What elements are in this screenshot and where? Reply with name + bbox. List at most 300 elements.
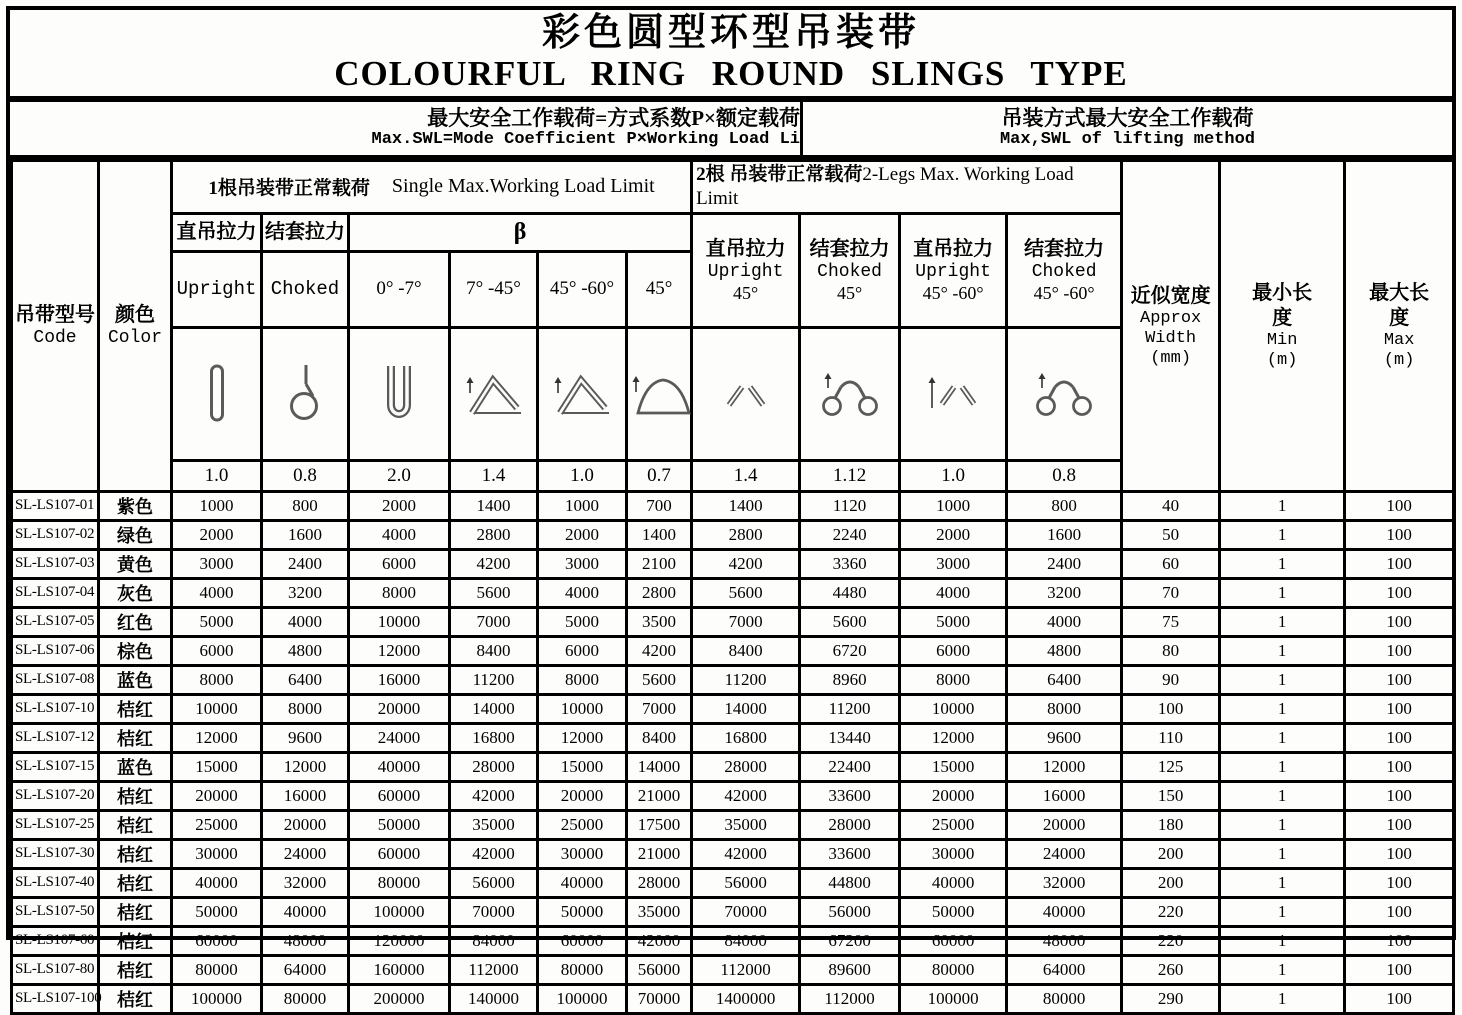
value-cell: 6000 <box>172 636 262 665</box>
document-frame <box>6 6 1456 1010</box>
spec-table <box>10 159 1455 1015</box>
value-cell: 4000 <box>172 578 262 607</box>
value-cell: 60 <box>1122 549 1220 578</box>
value-cell: 100 <box>1345 636 1454 665</box>
two-leg-choked-45-header <box>800 213 900 327</box>
value-cell: 40000 <box>172 868 262 897</box>
value-cell: 4000 <box>349 520 450 549</box>
lifting-method-cell <box>803 102 1452 155</box>
value-cell: 2100 <box>627 549 692 578</box>
value-cell: 120000 <box>349 926 450 955</box>
value-cell: 100 <box>1345 665 1454 694</box>
page-title-en: COLOURFUL RING ROUND SLINGS TYPE <box>334 53 1128 93</box>
value-cell: 56000 <box>800 897 900 926</box>
value-cell: 110 <box>1122 723 1220 752</box>
value-cell: 48000 <box>1007 926 1122 955</box>
value-cell: 21000 <box>627 839 692 868</box>
value-cell: 70 <box>1122 578 1220 607</box>
sling-code-cell: SL-LS107-08 <box>12 665 99 694</box>
value-cell: 2800 <box>692 520 800 549</box>
value-cell: 1 <box>1220 723 1345 752</box>
value-cell: 35000 <box>450 810 538 839</box>
value-cell: 100 <box>1345 491 1454 520</box>
value-cell: 7000 <box>627 694 692 723</box>
value-cell: 8400 <box>627 723 692 752</box>
value-cell: 16800 <box>692 723 800 752</box>
mode-coefficient: 1.0 <box>538 460 627 491</box>
value-cell: 25000 <box>900 810 1007 839</box>
mode-coefficient: 1.0 <box>900 460 1007 491</box>
value-cell: 1 <box>1220 694 1345 723</box>
sling-code-cell: SL-LS107-02 <box>12 520 99 549</box>
sling-code-cell: SL-LS107-25 <box>12 810 99 839</box>
value-cell: 12000 <box>262 752 349 781</box>
value-cell: 1000 <box>172 491 262 520</box>
value-cell: 3000 <box>900 549 1007 578</box>
value-cell: 6000 <box>349 549 450 578</box>
value-cell: 28000 <box>450 752 538 781</box>
title-block <box>10 10 1452 102</box>
two-leg-choked-icon <box>800 327 900 460</box>
value-cell: 100000 <box>538 984 627 1013</box>
min-length-en: Min <box>1266 331 1298 351</box>
lifting-method-zh: 吊装方式最大安全工作载荷 <box>1001 106 1254 131</box>
value-cell: 112000 <box>800 984 900 1013</box>
value-cell: 28000 <box>800 810 900 839</box>
value-cell: 100000 <box>900 984 1007 1013</box>
max-length-unit: (m) <box>1383 351 1415 371</box>
value-cell: 20000 <box>349 694 450 723</box>
mode-coefficient: 1.4 <box>450 460 538 491</box>
value-cell: 1000 <box>900 491 1007 520</box>
value-cell: 2400 <box>262 549 349 578</box>
value-cell: 32000 <box>1007 868 1122 897</box>
table-row <box>12 636 1454 665</box>
sling-color-cell: 桔红 <box>99 984 172 1013</box>
value-cell: 14000 <box>450 694 538 723</box>
value-cell: 80000 <box>172 955 262 984</box>
value-cell: 50000 <box>172 897 262 926</box>
value-cell: 100000 <box>172 984 262 1013</box>
header-group-row <box>12 161 1454 214</box>
angled-7-45-sling-icon <box>450 327 538 460</box>
value-cell: 260 <box>1122 955 1220 984</box>
color-column-header <box>99 161 172 492</box>
upright-header-en: Upright <box>172 251 262 327</box>
value-cell: 40 <box>1122 491 1220 520</box>
angled-45-60-sling-icon <box>538 327 627 460</box>
two-leg-col-angle: 45° -60° <box>1033 282 1095 303</box>
value-cell: 67200 <box>800 926 900 955</box>
value-cell: 4800 <box>262 636 349 665</box>
value-cell: 4200 <box>627 636 692 665</box>
choked-header-en: Choked <box>262 251 349 327</box>
value-cell: 125 <box>1122 752 1220 781</box>
value-cell: 6720 <box>800 636 900 665</box>
value-cell: 220 <box>1122 926 1220 955</box>
value-cell: 60000 <box>172 926 262 955</box>
value-cell: 112000 <box>692 955 800 984</box>
two-leg-group-header <box>692 161 1122 214</box>
max-length-en: Max <box>1383 331 1415 351</box>
value-cell: 60000 <box>349 781 450 810</box>
value-cell: 12000 <box>1007 752 1122 781</box>
value-cell: 50 <box>1122 520 1220 549</box>
lifting-method-en: Max,SWL of lifting method <box>999 130 1256 150</box>
value-cell: 1 <box>1220 636 1345 665</box>
value-cell: 12000 <box>172 723 262 752</box>
value-cell: 42000 <box>450 839 538 868</box>
table-row <box>12 665 1454 694</box>
value-cell: 100 <box>1345 984 1454 1013</box>
code-label-en: Code <box>33 328 77 349</box>
two-leg-upright-icon <box>692 327 800 460</box>
sling-code-cell: SL-LS107-01 <box>12 491 99 520</box>
value-cell: 1 <box>1220 839 1345 868</box>
subtitle-row <box>10 102 1452 159</box>
value-cell: 28000 <box>692 752 800 781</box>
value-cell: 5600 <box>627 665 692 694</box>
value-cell: 100 <box>1345 549 1454 578</box>
value-cell: 12000 <box>349 636 450 665</box>
value-cell: 15000 <box>900 752 1007 781</box>
value-cell: 60000 <box>349 839 450 868</box>
value-cell: 1 <box>1220 897 1345 926</box>
value-cell: 1400000 <box>692 984 800 1013</box>
sling-code-cell: SL-LS107-15 <box>12 752 99 781</box>
value-cell: 12000 <box>538 723 627 752</box>
mode-coefficient: 0.7 <box>627 460 692 491</box>
value-cell: 89600 <box>800 955 900 984</box>
value-cell: 4200 <box>450 549 538 578</box>
table-row <box>12 520 1454 549</box>
approx-width-unit: (mm) <box>1150 348 1192 368</box>
value-cell: 1 <box>1220 491 1345 520</box>
beta-header: β <box>349 213 692 251</box>
value-cell: 20000 <box>262 810 349 839</box>
value-cell: 2000 <box>538 520 627 549</box>
value-cell: 3200 <box>262 578 349 607</box>
two-leg-col-zh: 直吊拉力 <box>705 237 786 260</box>
value-cell: 50000 <box>538 897 627 926</box>
value-cell: 1 <box>1220 665 1345 694</box>
value-cell: 7000 <box>450 607 538 636</box>
two-leg-col-angle: 45° -60° <box>922 282 984 303</box>
value-cell: 100 <box>1345 723 1454 752</box>
value-cell: 42000 <box>450 781 538 810</box>
value-cell: 20000 <box>172 781 262 810</box>
value-cell: 90 <box>1122 665 1220 694</box>
single-group-zh: 1根吊装带正常载荷 <box>208 178 370 200</box>
value-cell: 6400 <box>1007 665 1122 694</box>
value-cell: 84000 <box>692 926 800 955</box>
value-cell: 25000 <box>538 810 627 839</box>
value-cell: 16800 <box>450 723 538 752</box>
value-cell: 30000 <box>172 839 262 868</box>
value-cell: 11200 <box>450 665 538 694</box>
value-cell: 16000 <box>349 665 450 694</box>
value-cell: 15000 <box>172 752 262 781</box>
value-cell: 100000 <box>349 897 450 926</box>
value-cell: 5600 <box>692 578 800 607</box>
two-leg-col-en: Upright <box>707 261 784 282</box>
value-cell: 4480 <box>800 578 900 607</box>
wide-45-sling-icon <box>627 327 692 460</box>
sling-color-cell: 紫色 <box>99 491 172 520</box>
value-cell: 2000 <box>900 520 1007 549</box>
value-cell: 100 <box>1345 520 1454 549</box>
value-cell: 1400 <box>450 491 538 520</box>
value-cell: 4000 <box>900 578 1007 607</box>
basket-sling-icon <box>349 327 450 460</box>
value-cell: 20000 <box>1007 810 1122 839</box>
value-cell: 8960 <box>800 665 900 694</box>
swl-formula-cell <box>10 102 803 155</box>
approx-width-en1: Approx <box>1140 308 1202 328</box>
value-cell: 8000 <box>262 694 349 723</box>
value-cell: 35000 <box>692 810 800 839</box>
value-cell: 160000 <box>349 955 450 984</box>
table-row <box>12 549 1454 578</box>
value-cell: 200 <box>1122 868 1220 897</box>
swl-formula-zh: 最大安全工作载荷=方式系数P×额定载荷 <box>427 106 800 131</box>
value-cell: 10000 <box>349 607 450 636</box>
value-cell: 1120 <box>800 491 900 520</box>
value-cell: 140000 <box>450 984 538 1013</box>
value-cell: 100 <box>1345 752 1454 781</box>
value-cell: 3000 <box>538 549 627 578</box>
value-cell: 80000 <box>900 955 1007 984</box>
two-leg-col-zh: 直吊拉力 <box>913 237 994 260</box>
two-leg-group-en: 2-Legs Max. Working Load Limit <box>696 164 1074 209</box>
sling-color-cell: 桔红 <box>99 839 172 868</box>
sling-color-cell: 蓝色 <box>99 665 172 694</box>
choked-sling-icon <box>262 327 349 460</box>
two-leg-col-en: Upright <box>915 261 991 282</box>
value-cell: 24000 <box>262 839 349 868</box>
value-cell: 25000 <box>172 810 262 839</box>
value-cell: 1 <box>1220 549 1345 578</box>
max-length-header <box>1345 161 1454 492</box>
value-cell: 60000 <box>538 926 627 955</box>
value-cell: 6000 <box>900 636 1007 665</box>
sling-code-cell: SL-LS107-12 <box>12 723 99 752</box>
value-cell: 100 <box>1345 926 1454 955</box>
value-cell: 1600 <box>262 520 349 549</box>
value-cell: 9600 <box>262 723 349 752</box>
sling-code-cell: SL-LS107-20 <box>12 781 99 810</box>
value-cell: 14000 <box>692 694 800 723</box>
value-cell: 3000 <box>172 549 262 578</box>
mode-coefficient: 1.4 <box>692 460 800 491</box>
two-leg-col-angle: 45° <box>732 282 759 303</box>
value-cell: 5600 <box>450 578 538 607</box>
value-cell: 48000 <box>262 926 349 955</box>
value-cell: 1400 <box>627 520 692 549</box>
value-cell: 1 <box>1220 810 1345 839</box>
value-cell: 40000 <box>349 752 450 781</box>
value-cell: 11200 <box>800 694 900 723</box>
table-row <box>12 694 1454 723</box>
value-cell: 11200 <box>692 665 800 694</box>
single-leg-group-header <box>172 161 692 214</box>
value-cell: 700 <box>627 491 692 520</box>
two-leg-choked-45-60-header <box>1007 213 1122 327</box>
value-cell: 4000 <box>262 607 349 636</box>
value-cell: 100 <box>1345 578 1454 607</box>
sling-color-cell: 棕色 <box>99 636 172 665</box>
value-cell: 800 <box>1007 491 1122 520</box>
mode-coefficient: 0.8 <box>1007 460 1122 491</box>
beta-angle-7-45: 7° -45° <box>450 251 538 327</box>
min-length-unit: (m) <box>1266 351 1298 371</box>
value-cell: 8400 <box>692 636 800 665</box>
value-cell: 800 <box>262 491 349 520</box>
value-cell: 40000 <box>538 868 627 897</box>
value-cell: 1 <box>1220 752 1345 781</box>
value-cell: 33600 <box>800 781 900 810</box>
sling-code-cell: SL-LS107-04 <box>12 578 99 607</box>
sling-code-cell: SL-LS107-40 <box>12 868 99 897</box>
sling-code-cell: SL-LS107-03 <box>12 549 99 578</box>
value-cell: 4000 <box>1007 607 1122 636</box>
value-cell: 10000 <box>900 694 1007 723</box>
value-cell: 100 <box>1345 897 1454 926</box>
value-cell: 3200 <box>1007 578 1122 607</box>
value-cell: 50000 <box>900 897 1007 926</box>
two-leg-col-angle: 45° <box>836 282 863 303</box>
value-cell: 56000 <box>450 868 538 897</box>
value-cell: 2800 <box>450 520 538 549</box>
sling-code-cell: SL-LS107-80 <box>12 955 99 984</box>
value-cell: 22400 <box>800 752 900 781</box>
value-cell: 10000 <box>172 694 262 723</box>
value-cell: 40000 <box>262 897 349 926</box>
value-cell: 80000 <box>1007 984 1122 1013</box>
value-cell: 14000 <box>627 752 692 781</box>
table-row <box>12 810 1454 839</box>
value-cell: 100 <box>1345 781 1454 810</box>
value-cell: 150 <box>1122 781 1220 810</box>
value-cell: 290 <box>1122 984 1220 1013</box>
max-length-zh1: 最大长 <box>1369 282 1430 305</box>
value-cell: 20000 <box>538 781 627 810</box>
sling-color-cell: 桔红 <box>99 810 172 839</box>
single-group-en: Single Max.Working Load Limit <box>391 175 655 198</box>
min-length-zh2: 度 <box>1272 307 1293 330</box>
value-cell: 220 <box>1122 897 1220 926</box>
table-row <box>12 752 1454 781</box>
value-cell: 100 <box>1345 839 1454 868</box>
two-leg-choked-60-icon <box>1007 327 1122 460</box>
sling-code-cell: SL-LS107-60 <box>12 926 99 955</box>
sling-code-cell: SL-LS107-100 <box>12 984 99 1013</box>
beta-angle-45-60: 45° -60° <box>538 251 627 327</box>
value-cell: 8000 <box>1007 694 1122 723</box>
sling-color-cell: 桔红 <box>99 926 172 955</box>
upright-sling-icon <box>172 327 262 460</box>
sling-color-cell: 灰色 <box>99 578 172 607</box>
value-cell: 1400 <box>692 491 800 520</box>
swl-formula-en: Max.SWL=Mode Coefficient P×Working Load Li <box>371 130 800 150</box>
value-cell: 4000 <box>538 578 627 607</box>
value-cell: 1 <box>1220 781 1345 810</box>
value-cell: 1 <box>1220 984 1345 1013</box>
sling-color-cell: 桔红 <box>99 694 172 723</box>
approx-width-en2: Width <box>1145 328 1197 348</box>
approx-width-zh: 近似宽度 <box>1130 284 1211 307</box>
sling-color-cell: 桔红 <box>99 781 172 810</box>
value-cell: 70000 <box>627 984 692 1013</box>
value-cell: 2800 <box>627 578 692 607</box>
sling-color-cell: 绿色 <box>99 520 172 549</box>
value-cell: 1 <box>1220 578 1345 607</box>
two-leg-col-en: Choked <box>817 261 882 282</box>
two-leg-col-en: Choked <box>1031 261 1097 282</box>
value-cell: 10000 <box>538 694 627 723</box>
sling-code-cell: SL-LS107-06 <box>12 636 99 665</box>
value-cell: 1600 <box>1007 520 1122 549</box>
sling-color-cell: 桔红 <box>99 868 172 897</box>
mode-coefficient: 1.0 <box>172 460 262 491</box>
value-cell: 15000 <box>538 752 627 781</box>
value-cell: 1 <box>1220 926 1345 955</box>
value-cell: 100 <box>1345 868 1454 897</box>
sling-color-cell: 红色 <box>99 607 172 636</box>
sling-code-cell: SL-LS107-05 <box>12 607 99 636</box>
value-cell: 12000 <box>900 723 1007 752</box>
color-label-en: Color <box>107 328 162 349</box>
value-cell: 44800 <box>800 868 900 897</box>
table-row <box>12 984 1454 1013</box>
table-row <box>12 723 1454 752</box>
value-cell: 100 <box>1345 607 1454 636</box>
sling-color-cell: 桔红 <box>99 897 172 926</box>
mode-coefficient: 1.12 <box>800 460 900 491</box>
table-row <box>12 781 1454 810</box>
sling-color-cell: 桔红 <box>99 723 172 752</box>
value-cell: 28000 <box>627 868 692 897</box>
value-cell: 3360 <box>800 549 900 578</box>
sling-color-cell: 黄色 <box>99 549 172 578</box>
value-cell: 1 <box>1220 607 1345 636</box>
max-length-zh2: 度 <box>1389 307 1410 330</box>
value-cell: 5000 <box>172 607 262 636</box>
value-cell: 42000 <box>627 926 692 955</box>
value-cell: 64000 <box>262 955 349 984</box>
value-cell: 100 <box>1345 955 1454 984</box>
table-row <box>12 897 1454 926</box>
value-cell: 42000 <box>692 781 800 810</box>
two-leg-upright-45-header <box>692 213 800 327</box>
table-row <box>12 578 1454 607</box>
value-cell: 5000 <box>538 607 627 636</box>
two-leg-upright-60-icon <box>900 327 1007 460</box>
value-cell: 60000 <box>900 926 1007 955</box>
value-cell: 180 <box>1122 810 1220 839</box>
code-column-header <box>12 161 99 492</box>
approx-width-header <box>1122 161 1220 492</box>
sling-code-cell: SL-LS107-10 <box>12 694 99 723</box>
upright-header-zh: 直吊拉力 <box>172 213 262 251</box>
value-cell: 42000 <box>692 839 800 868</box>
min-length-zh1: 最小长 <box>1252 282 1313 305</box>
two-leg-upright-45-60-header <box>900 213 1007 327</box>
page-title-zh: 彩色圆型环型吊装带 <box>541 11 920 54</box>
value-cell: 30000 <box>538 839 627 868</box>
value-cell: 6400 <box>262 665 349 694</box>
value-cell: 2000 <box>349 491 450 520</box>
